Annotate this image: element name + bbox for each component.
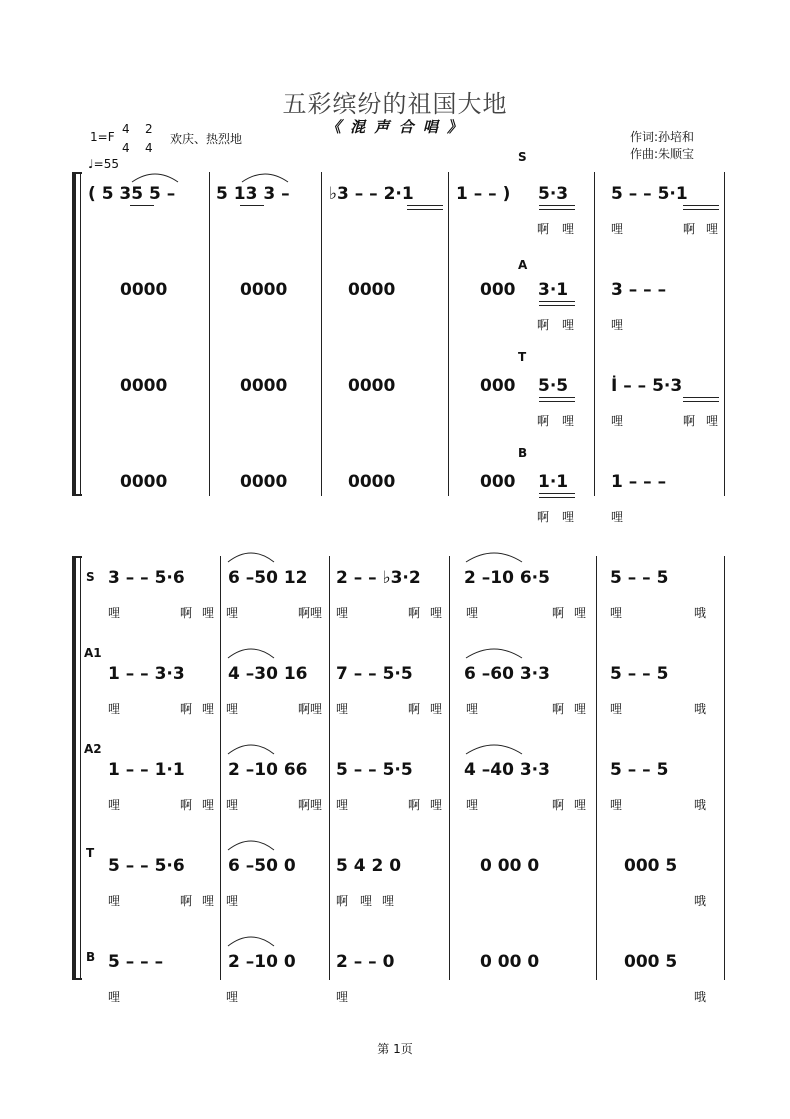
intro-measure-3: ♭3 – – 2·1	[329, 184, 414, 204]
bass-note: 1 – – –	[611, 472, 667, 492]
lyric: 啊	[552, 798, 565, 812]
lyric: 哩	[562, 318, 575, 332]
lyric: 哩	[226, 798, 239, 812]
alto2-measure: 5 – – 5	[610, 760, 669, 780]
lyric: 哩	[108, 990, 121, 1004]
bass-label: B	[86, 950, 96, 964]
alto2-measure: 2 –10 66	[228, 760, 308, 780]
lyric: 哩	[226, 606, 239, 620]
bass-measure: 0 00 0	[480, 952, 540, 972]
tenor-label: T	[518, 350, 527, 364]
page-number: 第 1页	[377, 1042, 413, 1056]
alto1-measure: 1 – – 3·3	[108, 664, 185, 684]
lyric: 啊	[408, 798, 421, 812]
tenor-measure: 000 5	[624, 856, 678, 876]
slur	[226, 738, 276, 756]
slur	[226, 546, 276, 564]
lyric: 哩	[430, 702, 443, 716]
rest: 0000	[120, 472, 168, 492]
bass-measure: 000 5	[624, 952, 678, 972]
lyric: 哩	[226, 990, 239, 1004]
metronome: ♩=55	[88, 157, 119, 171]
lyric: 啊	[180, 702, 193, 716]
tenor-measure: 5 – – 5·6	[108, 856, 185, 876]
slur	[226, 642, 276, 660]
slur	[130, 168, 180, 184]
lyric: 哩	[562, 414, 575, 428]
lyric: 啊	[552, 702, 565, 716]
soprano-label: S	[518, 150, 527, 164]
lyric: 哦	[694, 894, 707, 908]
lyric: 哩	[430, 798, 443, 812]
lyric: 啊	[537, 414, 550, 428]
tenor-label: T	[86, 846, 95, 860]
composer: 作曲:朱顺宝	[630, 147, 695, 161]
alto2-measure: 5 – – 5·5	[336, 760, 413, 780]
time-sig-1-bottom: 4	[122, 141, 130, 155]
bass-measure: 5 – – –	[108, 952, 164, 972]
lyric: 哩	[610, 798, 623, 812]
rest: 0000	[120, 280, 168, 300]
bass-note: 1·1	[538, 472, 569, 492]
lyric: 哦	[694, 990, 707, 1004]
lyric: 哩	[360, 894, 373, 908]
lyric: 哩	[202, 894, 215, 908]
time-sig-2-top: 2	[145, 122, 153, 136]
lyric: 啊哩	[298, 798, 323, 812]
soprano-measure: 5 – – 5	[610, 568, 669, 588]
alto1-label: A1	[84, 646, 102, 660]
time-sig-2-bottom: 4	[145, 141, 153, 155]
lyric: 啊哩	[298, 606, 323, 620]
key-signature: 1=F	[90, 130, 115, 144]
lyric: 啊	[537, 222, 550, 236]
lyric: 哩	[202, 702, 215, 716]
lyric: 哩	[108, 894, 121, 908]
alto1-measure: 7 – – 5·5	[336, 664, 413, 684]
rest: 0000	[348, 376, 396, 396]
lyric: 哩	[108, 702, 121, 716]
lyric: 哩	[611, 318, 624, 332]
soprano-label: S	[86, 570, 95, 584]
lyric: 哩	[706, 414, 719, 428]
lyric: 哩	[611, 510, 624, 524]
alto-label: A	[518, 258, 528, 272]
rest: 000	[480, 376, 516, 396]
lyric: 哩	[610, 702, 623, 716]
rest: 000	[480, 472, 516, 492]
slur	[226, 930, 276, 948]
rest: 0000	[240, 376, 288, 396]
alto-note: 3 – – –	[611, 280, 667, 300]
lyric: 哦	[694, 606, 707, 620]
lyricist: 作词:孙培和	[630, 130, 695, 144]
lyric: 啊	[180, 798, 193, 812]
soprano-note: 5·3	[538, 184, 569, 204]
subtitle: 《 混 声 合 唱 》	[325, 118, 465, 136]
lyric: 哩	[574, 798, 587, 812]
lyric: 哩	[202, 798, 215, 812]
lyric: 哩	[466, 798, 479, 812]
lyric: 哩	[336, 702, 349, 716]
slur	[226, 834, 276, 852]
lyric: 啊	[180, 606, 193, 620]
soprano-note: 5 – – 5·1	[611, 184, 688, 204]
soprano-measure: 2 – – ♭3·2	[336, 568, 421, 588]
alto1-measure: 6 –60 3·3	[464, 664, 550, 684]
rest: 0000	[348, 280, 396, 300]
tempo-mark: 欢庆、热烈地	[170, 132, 243, 146]
tenor-measure: 5 4 2 0	[336, 856, 402, 876]
lyric: 啊哩	[298, 702, 323, 716]
rest: 0000	[120, 376, 168, 396]
tenor-note: 5·5	[538, 376, 569, 396]
lyric: 啊	[683, 414, 696, 428]
lyric: 哩	[202, 606, 215, 620]
slur	[464, 738, 524, 756]
lyric: 啊	[552, 606, 565, 620]
lyric: 哩	[382, 894, 395, 908]
alto2-label: A2	[84, 742, 102, 756]
lyric: 啊	[408, 702, 421, 716]
bass-measure: 2 –10 0	[228, 952, 296, 972]
lyric: 哩	[706, 222, 719, 236]
soprano-measure: 3 – – 5·6	[108, 568, 185, 588]
lyric: 哩	[336, 798, 349, 812]
time-sig-1-top: 4	[122, 122, 130, 136]
lyric: 哩	[108, 798, 121, 812]
slur	[240, 168, 290, 184]
lyric: 哦	[694, 702, 707, 716]
tenor-measure: 0 00 0	[480, 856, 540, 876]
lyric: 哩	[466, 606, 479, 620]
lyric: 啊	[180, 894, 193, 908]
lyric: 哩	[336, 990, 349, 1004]
lyric: 哩	[574, 702, 587, 716]
lyric: 哩	[108, 606, 121, 620]
lyric: 哩	[336, 606, 349, 620]
tenor-note: İ – – 5·3	[611, 376, 683, 396]
lyric: 啊	[537, 318, 550, 332]
lyric: 啊	[537, 510, 550, 524]
lyric: 哩	[574, 606, 587, 620]
rest: 000	[480, 280, 516, 300]
intro-measure-4: 1 – – )	[456, 184, 511, 204]
alto1-measure: 5 – – 5	[610, 664, 669, 684]
bass-measure: 2 – – 0	[336, 952, 395, 972]
alto-note: 3·1	[538, 280, 569, 300]
lyric: 哩	[610, 606, 623, 620]
soprano-measure: 2 –10 6·5	[464, 568, 550, 588]
lyric: 啊	[408, 606, 421, 620]
tenor-measure: 6 –50 0	[228, 856, 296, 876]
lyric: 哩	[226, 894, 239, 908]
lyric: 哦	[694, 798, 707, 812]
lyric: 哩	[226, 702, 239, 716]
rest: 0000	[348, 472, 396, 492]
lyric: 啊	[683, 222, 696, 236]
rest: 0000	[240, 280, 288, 300]
lyric: 哩	[430, 606, 443, 620]
soprano-measure: 6 –50 12	[228, 568, 308, 588]
alto2-measure: 1 – – 1·1	[108, 760, 185, 780]
lyric: 哩	[562, 222, 575, 236]
intro-measure-2: 5 13 3 –	[216, 184, 290, 204]
lyric: 啊	[336, 894, 349, 908]
lyric: 哩	[562, 510, 575, 524]
lyric: 哩	[611, 222, 624, 236]
rest: 0000	[240, 472, 288, 492]
alto1-measure: 4 –30 16	[228, 664, 308, 684]
lyric: 哩	[611, 414, 624, 428]
intro-measure-1: ( 5 35 5 –	[88, 184, 176, 204]
lyric: 哩	[466, 702, 479, 716]
alto2-measure: 4 –40 3·3	[464, 760, 550, 780]
slur	[464, 546, 524, 564]
slur	[464, 642, 524, 660]
page-title: 五彩缤纷的祖国大地	[282, 90, 508, 118]
bass-label: B	[518, 446, 528, 460]
